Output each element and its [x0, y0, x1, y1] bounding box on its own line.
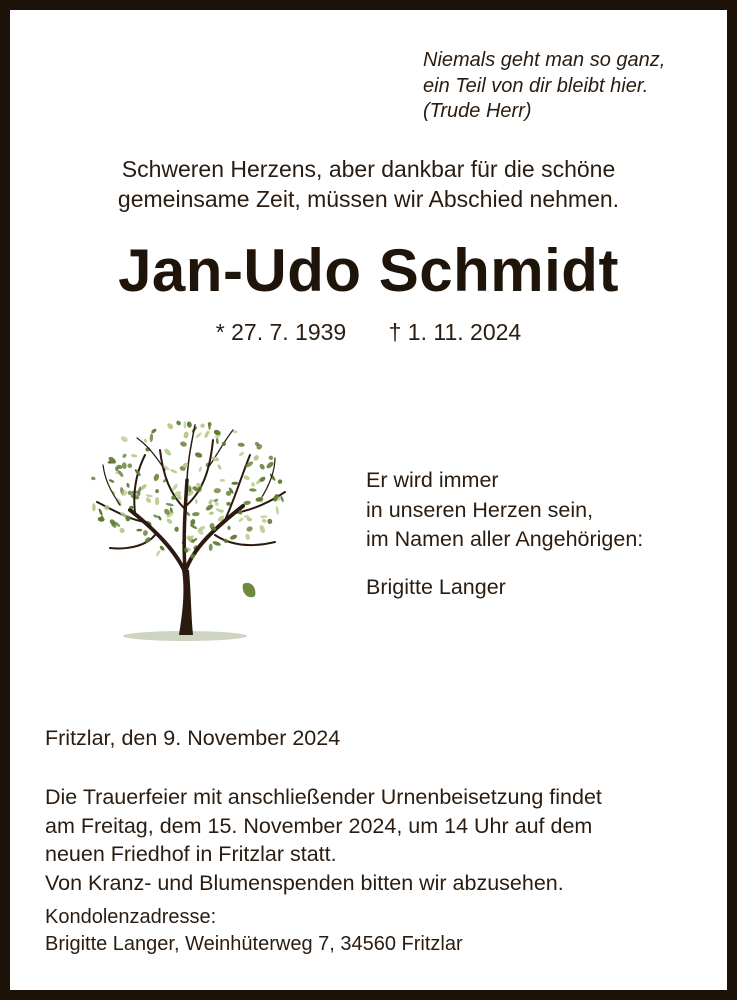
condolence-label: Kondolenzadresse:: [45, 906, 217, 928]
signer-name: Brigitte Langer: [366, 575, 506, 599]
tree-icon: [75, 410, 305, 645]
birth-date: * 27. 7. 1939: [215, 319, 347, 345]
service-line: Von Kranz- und Blumenspenden bitten wir abzusehen.: [45, 870, 564, 895]
condolence-address: [45, 904, 463, 958]
remembrance-line: Er wird immer: [366, 468, 499, 492]
condolence-address-text: Brigitte Langer, Weinhüterweg 7, 34560 Fritzlar: [45, 933, 463, 955]
place-date: Fritzlar, den 9. November 2024: [45, 726, 341, 750]
service-line: Die Trauerfeier mit anschließender Urnenbeisetzung findet: [45, 785, 602, 809]
death-date: † 1. 11. 2024: [388, 319, 522, 345]
funeral-service-info: [45, 783, 715, 897]
intro-line: Schweren Herzens, aber dankbar für die schöne: [121, 156, 616, 182]
memorial-quote: [423, 48, 665, 125]
life-dates: [10, 319, 727, 346]
service-line: neuen Friedhof in Fritzlar statt.: [45, 842, 337, 866]
deceased-name: Jan-Udo Schmidt: [118, 237, 619, 304]
quote-line: Niemals geht man so ganz,: [423, 49, 666, 71]
remembrance-line: im Namen aller Angehörigen:: [366, 527, 644, 551]
remembrance-text: [366, 466, 643, 555]
obituary-card: [10, 10, 727, 990]
intro-text: [10, 154, 727, 214]
quote-line: ein Teil von dir bleibt hier.: [423, 74, 649, 97]
service-line: am Freitag, dem 15. November 2024, um 14 Uhr auf dem: [45, 813, 593, 838]
remembrance-line: in unseren Herzen sein,: [366, 497, 594, 522]
quote-author: (Trude Herr): [423, 100, 532, 122]
intro-line: gemeinsame Zeit, müssen wir Abschied nehmen.: [117, 186, 620, 212]
